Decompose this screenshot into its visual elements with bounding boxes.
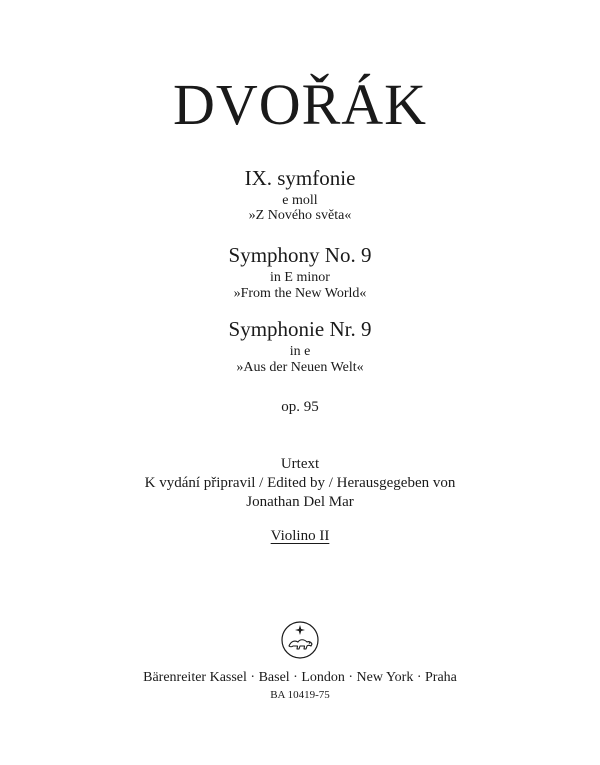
opus-number: op. 95 [281,399,319,415]
edited-by-label: K vydání připravil / Edited by / Herausgegeben von [144,475,456,491]
publisher-cities: Bärenreiter Kassel · Basel · London · New York · Praha [143,670,457,685]
czech-subtitle: »Z Nového světa« [248,208,352,223]
instrument-part-label: Violino II [270,528,330,544]
english-key: in E minor [270,270,330,285]
german-subtitle: »Aus der Neuen Welt« [236,360,364,375]
german-key: in e [289,344,311,359]
english-title: Symphony No. 9 [228,243,372,267]
editor-name: Jonathan Del Mar [246,494,354,510]
english-subtitle: »From the New World« [233,286,367,301]
edition-type: Urtext [280,456,320,472]
catalog-number: BA 10419-75 [270,689,330,701]
instrument-part [0,527,600,545]
german-title: Symphonie Nr. 9 [228,317,372,341]
czech-title: IX. symfonie [244,166,356,190]
composer-name: DVOŘÁK [172,72,428,137]
czech-key: e moll [282,193,318,208]
barenreiter-logo-icon [280,620,320,660]
